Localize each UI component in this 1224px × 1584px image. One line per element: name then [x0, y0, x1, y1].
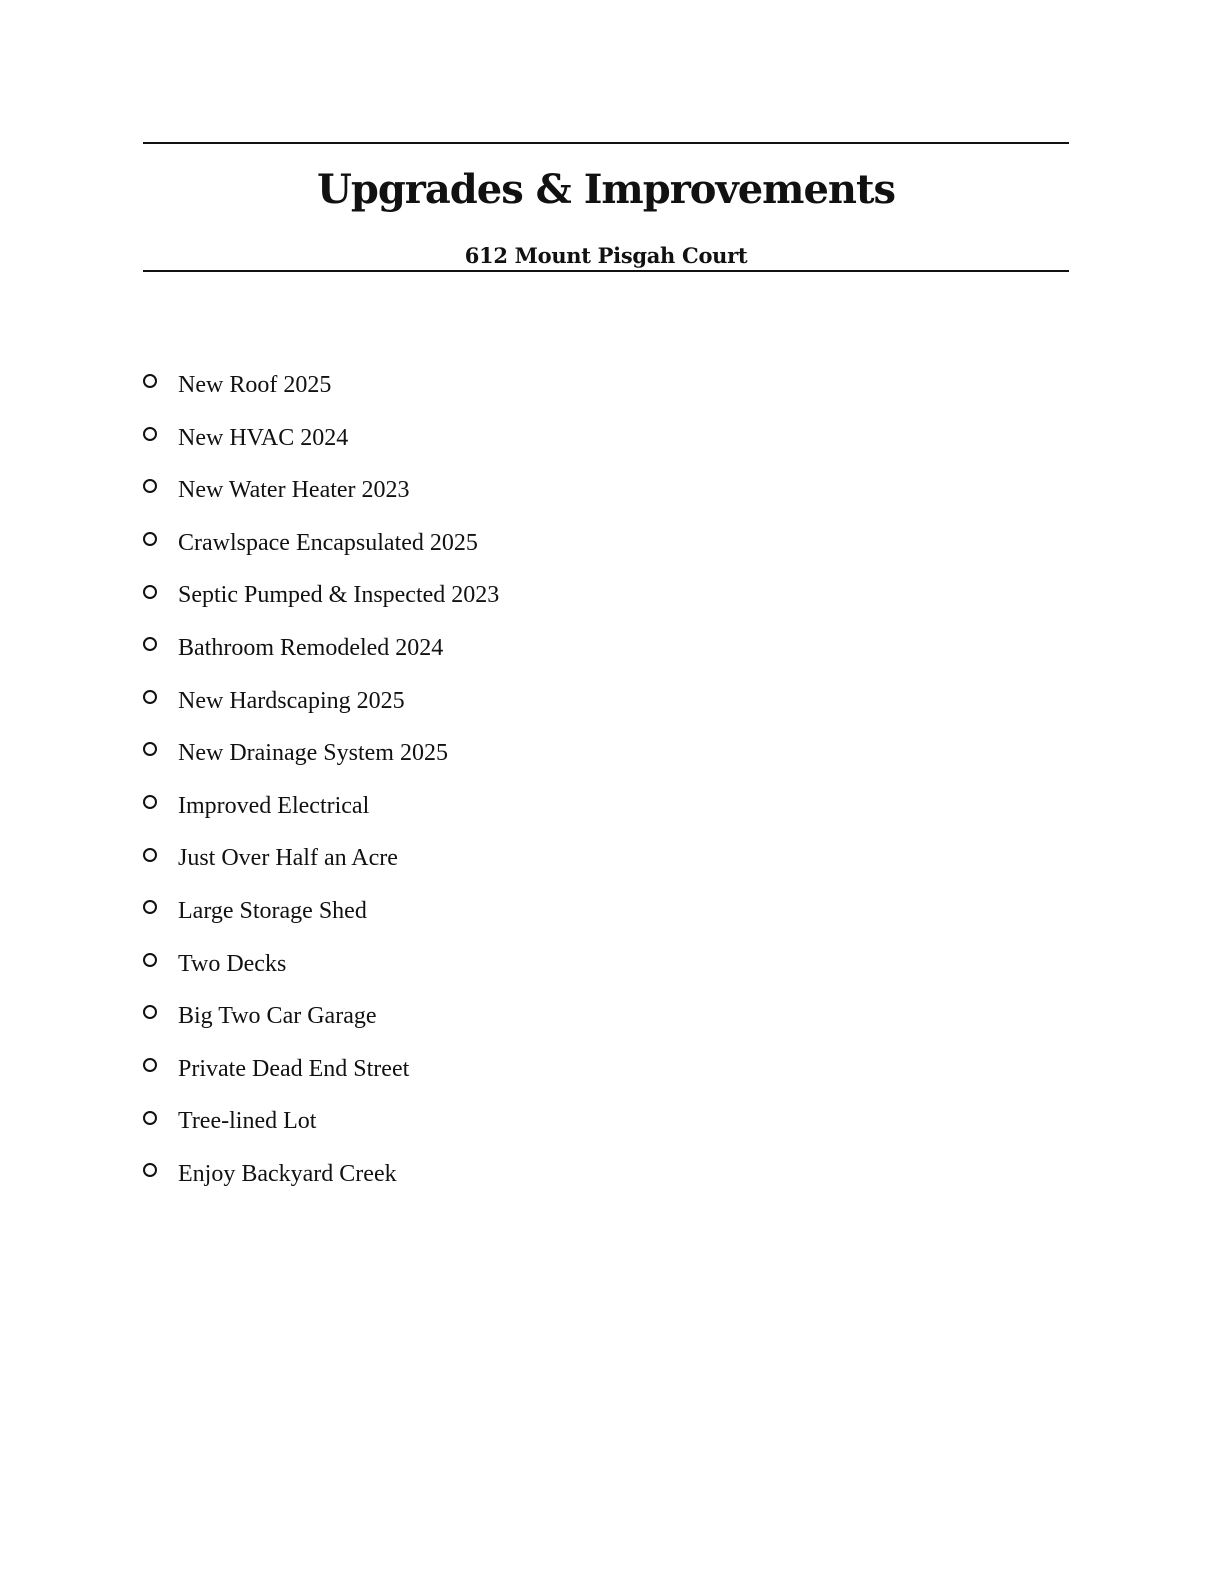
list-item	[143, 938, 499, 991]
list-item	[143, 517, 499, 570]
list-item	[143, 1043, 499, 1096]
list-item	[143, 1148, 499, 1201]
list-item	[143, 675, 499, 728]
list-item-text: Two Decks	[178, 950, 287, 977]
bullet-icon	[143, 532, 157, 546]
bullet-icon	[143, 1111, 157, 1125]
bullet-icon	[143, 1005, 157, 1019]
list-item-text: Large Storage Shed	[178, 897, 367, 924]
list-item-text: Private Dead End Street	[178, 1055, 410, 1082]
bullet-icon	[143, 742, 157, 756]
bullet-icon	[143, 690, 157, 704]
list-item-text: Septic Pumped & Inspected 2023	[178, 582, 500, 609]
list-item	[143, 832, 499, 885]
list-item-text: Improved Electrical	[178, 792, 370, 819]
bullet-icon	[143, 953, 157, 967]
upgrades-list	[143, 359, 499, 1201]
bullet-icon	[143, 900, 157, 914]
list-item-text: New Roof 2025	[178, 372, 332, 398]
bullet-icon	[143, 374, 157, 388]
list-item-text: Big Two Car Garage	[178, 1003, 377, 1030]
list-item	[143, 569, 499, 622]
list-item-text: New Water Heater 2023	[178, 477, 410, 504]
page-title: Upgrades & Improvements	[316, 166, 895, 213]
top-rule	[143, 142, 1069, 144]
list-item	[143, 990, 499, 1043]
bullet-icon	[143, 1163, 157, 1177]
list-item-text: New Drainage System 2025	[178, 740, 448, 767]
bullet-icon	[143, 1058, 157, 1072]
bullet-icon	[143, 637, 157, 651]
list-item	[143, 622, 499, 675]
list-item	[143, 780, 499, 833]
bullet-icon	[143, 427, 157, 441]
bullet-icon	[143, 848, 157, 862]
list-item	[143, 464, 499, 517]
list-item	[143, 412, 499, 465]
list-item	[143, 885, 499, 938]
bottom-rule	[143, 270, 1069, 272]
list-item	[143, 359, 499, 412]
bullet-icon	[143, 479, 157, 493]
list-item-text: Crawlspace Encapsulated 2025	[178, 529, 478, 556]
property-address: 612 Mount Pisgah Court	[464, 243, 748, 268]
list-item	[143, 727, 499, 780]
bullet-icon	[143, 585, 157, 599]
list-item-text: New HVAC 2024	[178, 424, 349, 451]
list-item-text: Tree-lined Lot	[178, 1108, 317, 1135]
list-item-text: Enjoy Backyard Creek	[178, 1160, 397, 1187]
list-item-text: New Hardscaping 2025	[178, 687, 405, 714]
list-item-text: Bathroom Remodeled 2024	[178, 634, 444, 661]
list-item	[143, 1095, 499, 1148]
bullet-icon	[143, 795, 157, 809]
list-item-text: Just Over Half an Acre	[178, 845, 398, 872]
